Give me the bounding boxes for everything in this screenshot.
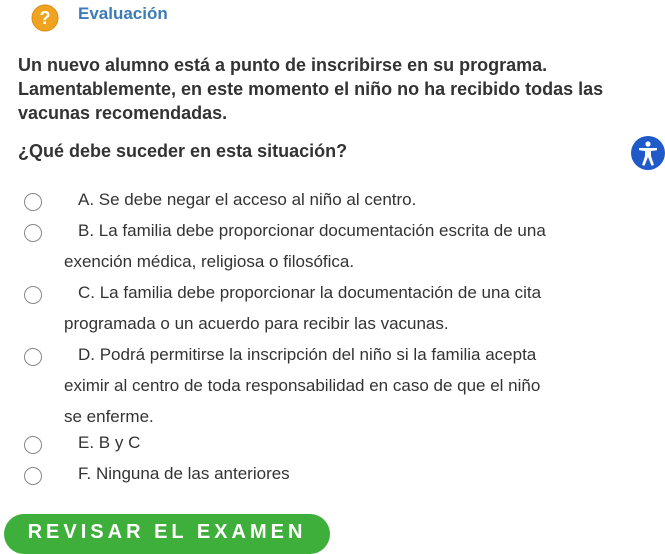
radio-button[interactable]: [24, 224, 42, 242]
scenario-text: Un nuevo alumno está a punto de inscribirse en su programa. Lamentablemente, en este momento el niño no ha recibido todas las vacunas recomendadas.: [18, 55, 604, 123]
radio-button[interactable]: [24, 436, 42, 454]
question-text: ¿Qué debe suceder en esta situación?: [18, 141, 348, 161]
option-label: A. Se debe negar el acceso al niño al centro.: [78, 190, 417, 209]
option-label: exención médica, religiosa o filosófica.: [64, 252, 355, 271]
radio-button[interactable]: [24, 467, 42, 485]
header: [18, 0, 318, 32]
option-label: F. Ninguna de las anteriores: [78, 464, 290, 483]
accessibility-icon[interactable]: [631, 136, 665, 170]
svg-text:?: ?: [39, 8, 51, 28]
option-label: eximir al centro de toda responsabilidad en caso de que el niño: [64, 376, 541, 395]
help-icon[interactable]: [26, 3, 64, 33]
option-label: B. La familia debe proporcionar documentación escrita de una: [78, 221, 546, 240]
radio-button[interactable]: [24, 286, 42, 304]
option-label: E. B y C: [78, 433, 141, 452]
radio-button[interactable]: [24, 348, 42, 366]
option-label: programada o un acuerdo para recibir las vacunas.: [64, 314, 449, 333]
option-label: C. La familia debe proporcionar la documentación de una cita: [78, 283, 542, 302]
page-title: Evaluación: [78, 4, 168, 23]
radio-button[interactable]: [24, 193, 42, 211]
option-label: D. Podrá permitirse la inscripción del niño si la familia acepta: [78, 345, 537, 364]
review-exam-button[interactable]: REVISAR EL EXAMEN: [4, 514, 330, 554]
option-label: se enferme.: [64, 407, 154, 426]
